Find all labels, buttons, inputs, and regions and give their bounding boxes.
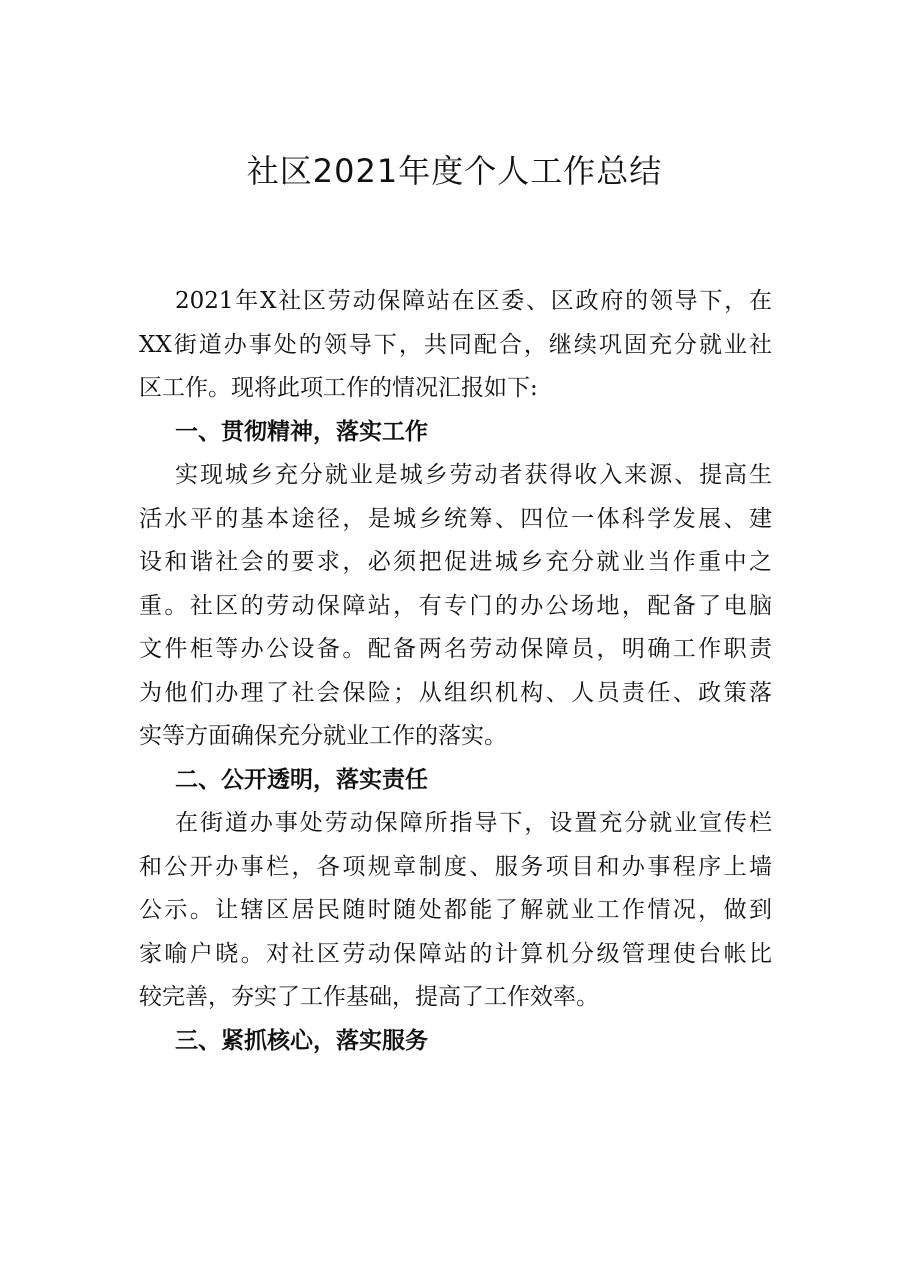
paragraph-line: 公示。让辖区居民随时随处都能了解就业工作情况，做到 [139, 897, 772, 923]
paragraph-line: 设和谐社会的要求，必须把促进城乡充分就业当作重中之 [139, 549, 772, 575]
paragraph-line: 重。社区的劳动保障站，有专门的办公场地，配备了电脑 [139, 592, 772, 619]
section-heading: 二、公开透明，落实责任 [175, 766, 428, 793]
paragraph-line: XX街道办事处的领导下，共同配合，继续巩固充分就业社 [139, 331, 772, 358]
paragraph-line: 活水平的基本途径，是城乡统筹、四位一体科学发展、建 [139, 505, 772, 532]
paragraph-line: 2021年X社区劳动保障站在区委、区政府的领导下，在 [175, 288, 772, 314]
section-paragraph [139, 454, 772, 759]
section-paragraph [139, 802, 772, 1020]
paragraph-line: 家喻户晓。对社区劳动保障站的计算机分级管理使台帐比 [139, 940, 772, 967]
paragraph-line: 为他们办理了社会保险；从组织机构、人员责任、政策落 [139, 679, 772, 706]
paragraph-line: 和公开办事栏，各项规章制度、服务项目和办事程序上墙 [139, 853, 772, 880]
paragraph-line: 实等方面确保充分就业工作的落实。 [139, 723, 507, 749]
document-body [139, 280, 772, 1063]
section-heading: 三、紧抓核心，落实服务 [175, 1027, 428, 1054]
paragraph-line: 较完善，夯实了工作基础，提高了工作效率。 [139, 984, 599, 1010]
document-title: 社区2021年度个人工作总结 [246, 152, 663, 190]
paragraph-line: 文件柜等办公设备。配备两名劳动保障员，明确工作职责 [139, 636, 772, 662]
paragraph-line: 实现城乡充分就业是城乡劳动者获得收入来源、提高生 [175, 462, 772, 488]
paragraph-line: 区工作。现将此项工作的情况汇报如下: [139, 375, 538, 401]
intro-paragraph [139, 280, 772, 411]
section-heading: 一、贯彻精神，落实工作 [175, 418, 428, 445]
paragraph-line: 在街道办事处劳动保障所指导下，设置充分就业宣传栏 [175, 810, 772, 836]
